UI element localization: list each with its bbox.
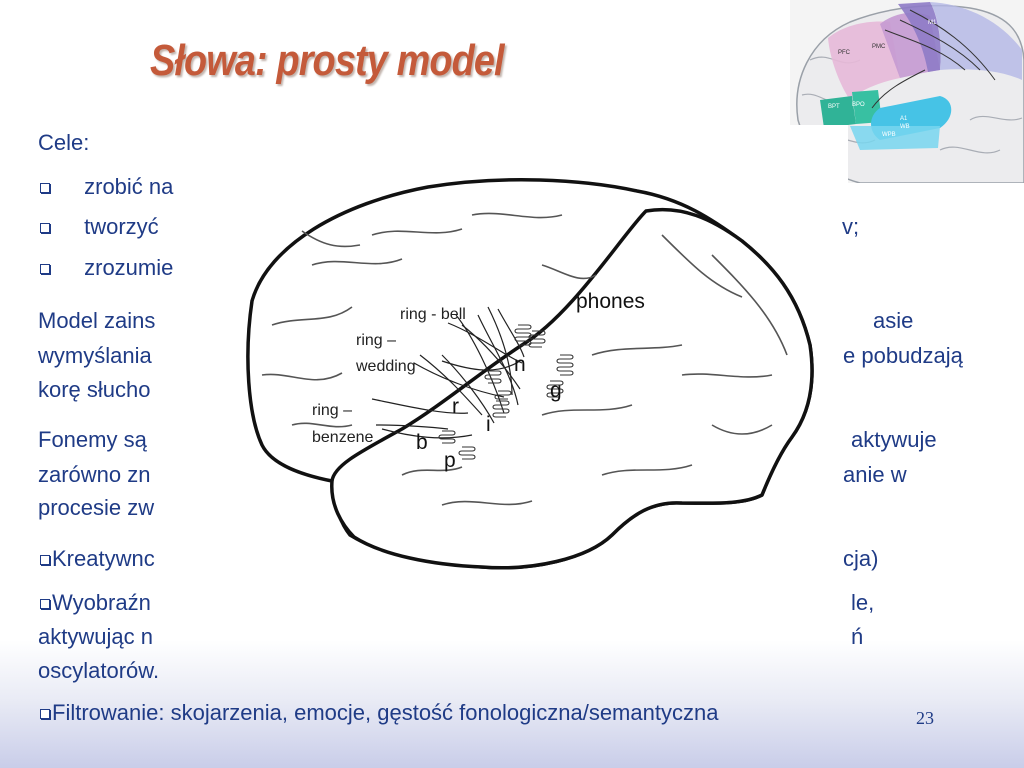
corner-label-pfc: PFC — [838, 50, 850, 56]
goal-item — [40, 174, 173, 200]
word-label-ring-wedding-2: wedding — [356, 358, 416, 375]
square-bullet-icon — [40, 264, 50, 274]
phoneme-n: n — [514, 353, 526, 376]
goal-text-start: tworzyć — [84, 214, 159, 239]
list-item-text: Wyobraźn — [52, 590, 151, 615]
corner-label-bpo: BPO — [852, 102, 865, 108]
corner-label-pmc: PMC — [872, 44, 886, 50]
goal-text-end: v; — [842, 214, 860, 239]
word-label-ring-benzene-1: ring – — [312, 402, 353, 419]
goal-item — [40, 255, 173, 281]
list-item-text: Kreatywnc — [52, 546, 155, 571]
phoneme-b: b — [416, 431, 428, 454]
corner-label-wb: WB — [900, 124, 910, 130]
paragraph-line-end: aktywuje — [851, 427, 937, 452]
square-bullet-icon — [40, 223, 50, 233]
brain-diagram — [242, 175, 816, 575]
phones-label: phones — [576, 290, 645, 313]
list-item — [40, 700, 718, 726]
paragraph-line: procesie zw — [38, 495, 155, 520]
corner-label-bpt: BPT — [828, 104, 840, 110]
corner-brain-image — [790, 0, 1024, 183]
goal-text-start: zrozumie — [84, 255, 174, 280]
goals-heading: Cele: — [38, 130, 90, 155]
paragraph-line: Model zains — [38, 308, 156, 333]
corner-label-m1: M1 — [928, 20, 937, 26]
paragraph-line-end: e pobudzają — [843, 343, 963, 368]
square-bullet-icon — [40, 599, 50, 609]
word-label-ring-benzene-2: benzene — [312, 429, 374, 446]
paragraph-line-end: asie — [873, 308, 914, 333]
square-bullet-icon — [40, 709, 50, 719]
paragraph-line-end: anie w — [843, 462, 907, 487]
list-item-continuation: oscylatorów. — [38, 658, 160, 683]
list-item-end: cja) — [843, 546, 879, 571]
list-item-end: ń — [851, 624, 864, 649]
list-item-end: le, — [851, 590, 875, 615]
phoneme-p: p — [444, 449, 456, 472]
square-bullet-icon — [40, 183, 50, 193]
goal-item — [40, 214, 159, 240]
page-number: 23 — [916, 708, 934, 728]
corner-label-wpb: WPB — [882, 132, 896, 138]
word-label-ring-bell: ring - bell — [400, 306, 466, 323]
goal-text-start: zrobić na — [84, 174, 174, 199]
list-item — [40, 546, 155, 572]
list-item — [40, 590, 151, 616]
word-label-ring-wedding-1: ring – — [356, 332, 397, 349]
paragraph-line: wymyślania — [38, 343, 152, 368]
phoneme-g: g — [550, 379, 562, 402]
corner-label-a1: A1 — [900, 116, 908, 122]
filter-line-text: Filtrowanie: skojarzenia, emocje, gęstość fonologiczna/semantyczna — [52, 700, 719, 725]
slide-title: Słowa: prosty model — [150, 36, 504, 85]
phoneme-i: i — [486, 413, 491, 436]
paragraph-line: zarówno zn — [38, 462, 151, 487]
list-item-continuation: aktywując n — [38, 624, 153, 649]
paragraph-line: Fonemy są — [38, 427, 147, 452]
phoneme-r: r — [452, 395, 459, 418]
square-bullet-icon — [40, 555, 50, 565]
paragraph-line: korę słucho — [38, 377, 151, 402]
